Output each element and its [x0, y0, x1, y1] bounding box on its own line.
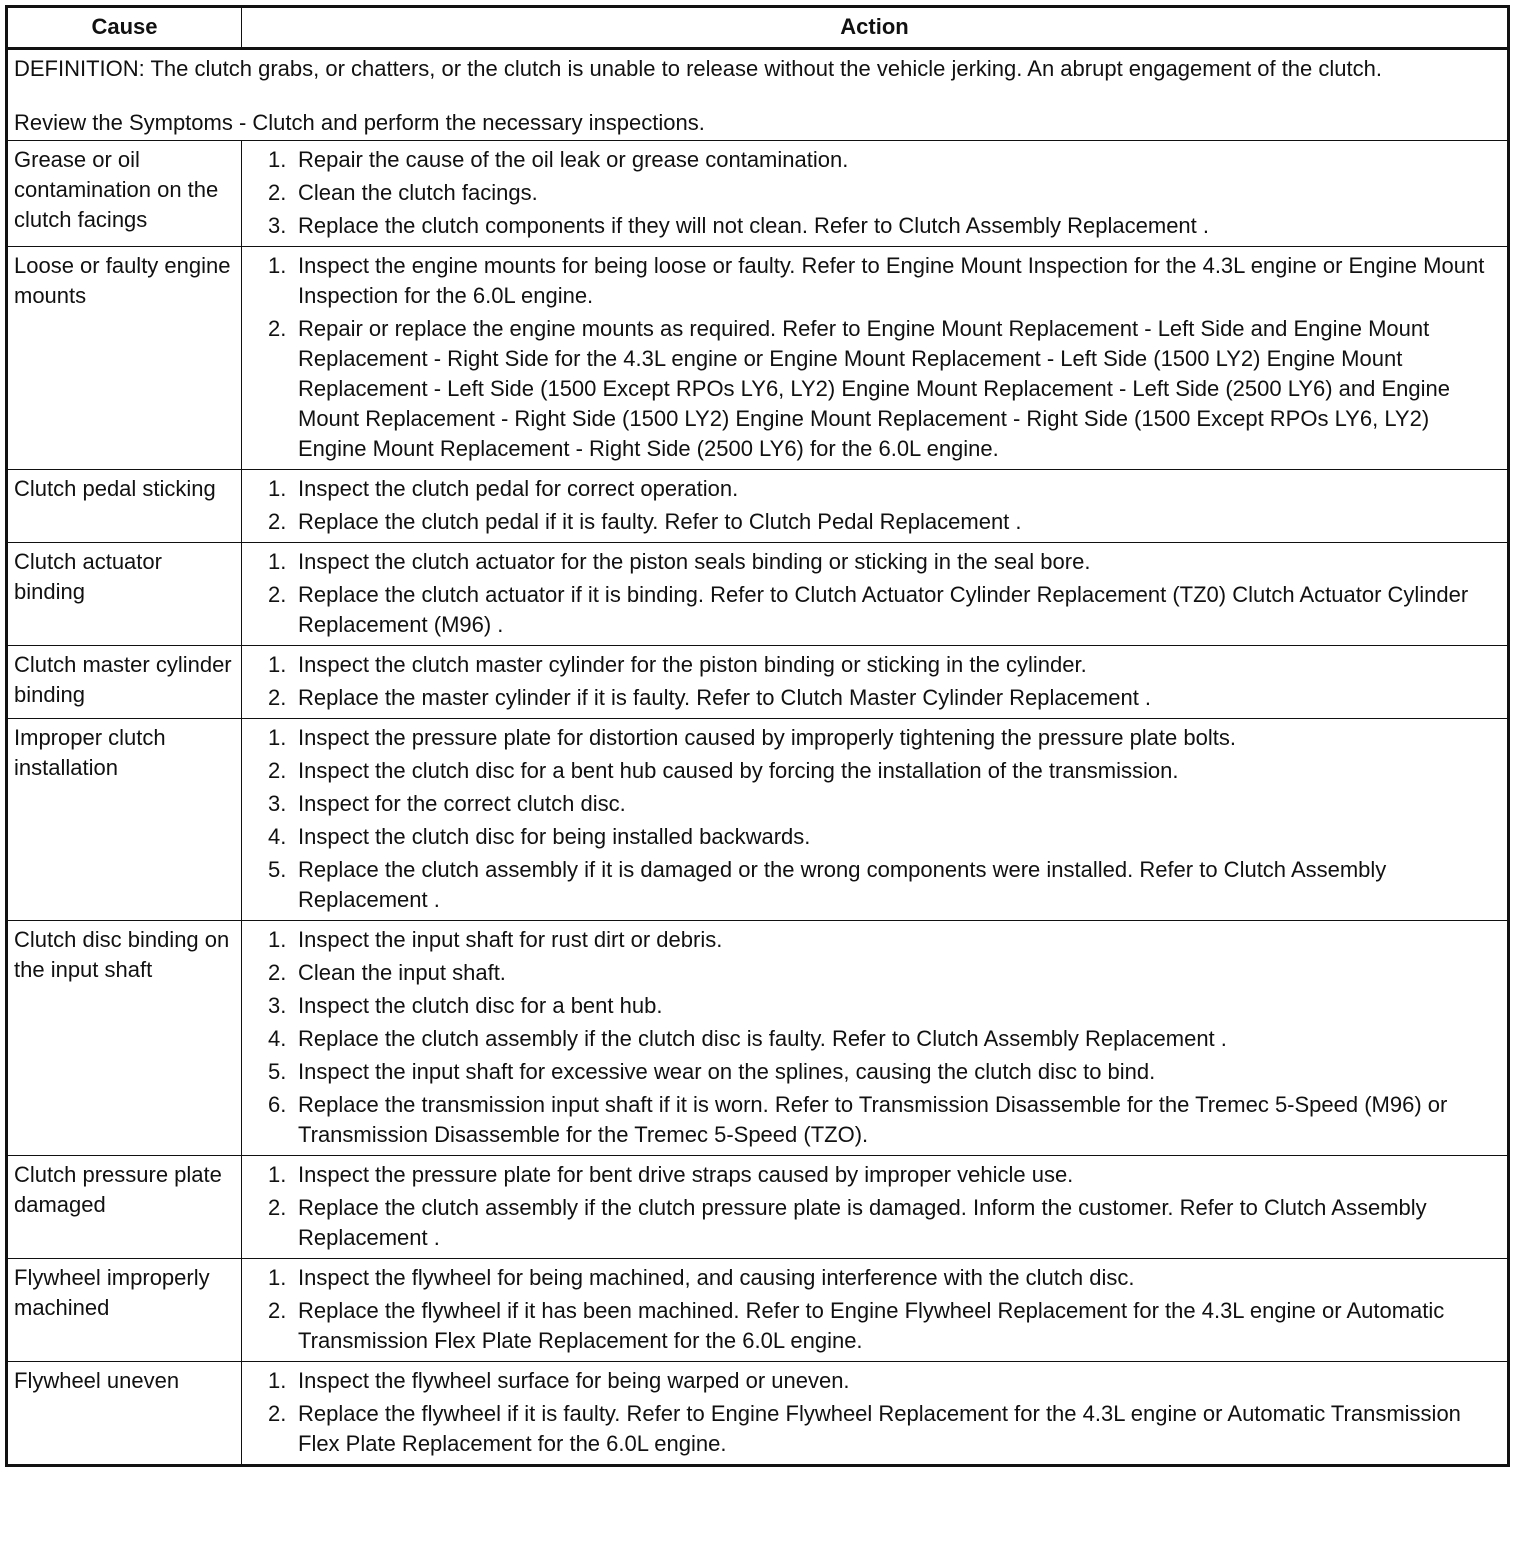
cause-cell: Clutch disc binding on the input shaft: [7, 921, 242, 1156]
table-body: [7, 49, 1509, 1466]
table-row: [7, 247, 1509, 470]
table-row: [7, 719, 1509, 921]
definition-text: DEFINITION: The clutch grabs, or chatters, or the clutch is unable to release without the vehicle jerking. An abrupt engagement of the clutch.: [14, 56, 1382, 81]
action-steps-list: [248, 145, 1501, 241]
action-steps-list: [248, 474, 1501, 537]
action-step: Replace the transmission input shaft if it is worn. Refer to Transmission Disassemble for the Tremec 5-Speed (M96) or Transmission Disassemble for the Tremec 5-Speed (TZO).: [298, 1092, 1448, 1147]
action-step: Replace the clutch assembly if it is damaged or the wrong components were installed. Refer to Clutch Assembly Replacement .: [298, 857, 1387, 912]
action-step: Repair or replace the engine mounts as required. Refer to Engine Mount Replacement - Left Side and Engine Mount Replacement - Right Side for the 4.3L engine or Engine Mount Replacement - Left Side (1500 LY2) Engine Mount Replacement - Left Side (1500 Except RPOs LY6, LY2) Engine Mount Replacement - Left Side (2500 LY6) and Engine Mount Replacement - Right Side (1500 LY2) Engine Mount Replacement - Right Side (1500 Except RPOs LY6, LY2) Engine Mount Replacement - Right Side (2500 LY6) for the 6.0L engine.: [298, 316, 1451, 461]
action-step: Inspect the clutch pedal for correct operation.: [298, 476, 739, 501]
action-step: Inspect the clutch master cylinder for the piston binding or sticking in the cylinder.: [298, 652, 1087, 677]
action-step: Replace the clutch assembly if the clutch pressure plate is damaged. Inform the customer. Refer to Clutch Assembly Replacement .: [298, 1195, 1427, 1250]
cause-cell: Loose or faulty engine mounts: [7, 247, 242, 470]
action-step: Inspect the input shaft for rust dirt or debris.: [298, 927, 723, 952]
action-step: Replace the flywheel if it is faulty. Refer to Engine Flywheel Replacement for the 4.3L engine or Automatic Transmission Flex Plate Replacement for the 6.0L engine.: [298, 1401, 1461, 1456]
action-cell: [242, 247, 1509, 470]
action-steps-list: [248, 925, 1501, 1150]
table-row: [7, 141, 1509, 247]
action-steps-list: [248, 1366, 1501, 1459]
action-steps-list: [248, 650, 1501, 713]
action-step: Repair the cause of the oil leak or grease contamination.: [298, 147, 849, 172]
table-row: [7, 646, 1509, 719]
action-steps-list: [248, 251, 1501, 464]
action-step: Inspect the clutch actuator for the piston seals binding or sticking in the seal bore.: [298, 549, 1091, 574]
action-step: Inspect the clutch disc for being installed backwards.: [298, 824, 811, 849]
table-row: [7, 1362, 1509, 1466]
action-step: Inspect the engine mounts for being loose or faulty. Refer to Engine Mount Inspection for the 4.3L engine or Engine Mount Inspection for the 6.0L engine.: [298, 253, 1485, 308]
action-cell: [242, 1259, 1509, 1362]
action-cell: [242, 719, 1509, 921]
action-cell: [242, 470, 1509, 543]
cause-cell: Flywheel improperly machined: [7, 1259, 242, 1362]
definition-row: [7, 49, 1509, 141]
table-row: [7, 470, 1509, 543]
action-step: Inspect the pressure plate for distortion caused by improperly tightening the pressure plate bolts.: [298, 725, 1236, 750]
action-step: Inspect for the correct clutch disc.: [298, 791, 626, 816]
cause-cell: Clutch pedal sticking: [7, 470, 242, 543]
action-steps-list: [248, 1160, 1501, 1253]
cause-cell: Flywheel uneven: [7, 1362, 242, 1466]
action-cell: [242, 141, 1509, 247]
action-steps-list: [248, 547, 1501, 640]
cause-cell: Clutch actuator binding: [7, 543, 242, 646]
action-step: Replace the clutch components if they will not clean. Refer to Clutch Assembly Replacement .: [298, 213, 1210, 238]
action-step: Inspect the flywheel for being machined, and causing interference with the clutch disc.: [298, 1265, 1135, 1290]
table-header-row: [7, 7, 1509, 49]
action-steps-list: [248, 723, 1501, 915]
action-step: Replace the clutch pedal if it is faulty. Refer to Clutch Pedal Replacement .: [298, 509, 1022, 534]
cause-cell: Clutch pressure plate damaged: [7, 1156, 242, 1259]
action-step: Inspect the flywheel surface for being warped or uneven.: [298, 1368, 850, 1393]
action-cell: [242, 921, 1509, 1156]
action-step: Inspect the pressure plate for bent drive straps caused by improper vehicle use.: [298, 1162, 1074, 1187]
diagnostic-document: [5, 5, 1510, 1467]
diagnostic-table: [5, 5, 1510, 1467]
definition-cell: [7, 49, 1509, 141]
table-row: [7, 921, 1509, 1156]
action-step: Inspect the clutch disc for a bent hub caused by forcing the installation of the transmission.: [298, 758, 1179, 783]
action-step: Replace the clutch assembly if the clutch disc is faulty. Refer to Clutch Assembly Replacement .: [298, 1026, 1227, 1051]
action-cell: [242, 646, 1509, 719]
table-row: [7, 1156, 1509, 1259]
action-step: Replace the flywheel if it has been machined. Refer to Engine Flywheel Replacement for the 4.3L engine or Automatic Transmission Flex Plate Replacement for the 6.0L engine.: [298, 1298, 1445, 1353]
action-cell: [242, 543, 1509, 646]
cause-cell: Grease or oil contamination on the clutch facings: [7, 141, 242, 247]
action-steps-list: [248, 1263, 1501, 1356]
action-cell: [242, 1156, 1509, 1259]
action-step: Replace the clutch actuator if it is binding. Refer to Clutch Actuator Cylinder Replacement (TZ0) Clutch Actuator Cylinder Replacement (M96) .: [298, 582, 1469, 637]
table-row: [7, 1259, 1509, 1362]
action-step: Clean the input shaft.: [298, 960, 506, 985]
action-step: Inspect the input shaft for excessive wear on the splines, causing the clutch disc to bind.: [298, 1059, 1156, 1084]
table-row: [7, 543, 1509, 646]
cause-column-header: Cause: [7, 7, 242, 49]
action-step: Replace the master cylinder if it is faulty. Refer to Clutch Master Cylinder Replacement .: [298, 685, 1152, 710]
action-step: Clean the clutch facings.: [298, 180, 538, 205]
review-text: Review the Symptoms - Clutch and perform the necessary inspections.: [14, 110, 705, 135]
action-step: Inspect the clutch disc for a bent hub.: [298, 993, 663, 1018]
action-cell: [242, 1362, 1509, 1466]
cause-cell: Improper clutch installation: [7, 719, 242, 921]
action-column-header: Action: [242, 7, 1509, 49]
cause-cell: Clutch master cylinder binding: [7, 646, 242, 719]
